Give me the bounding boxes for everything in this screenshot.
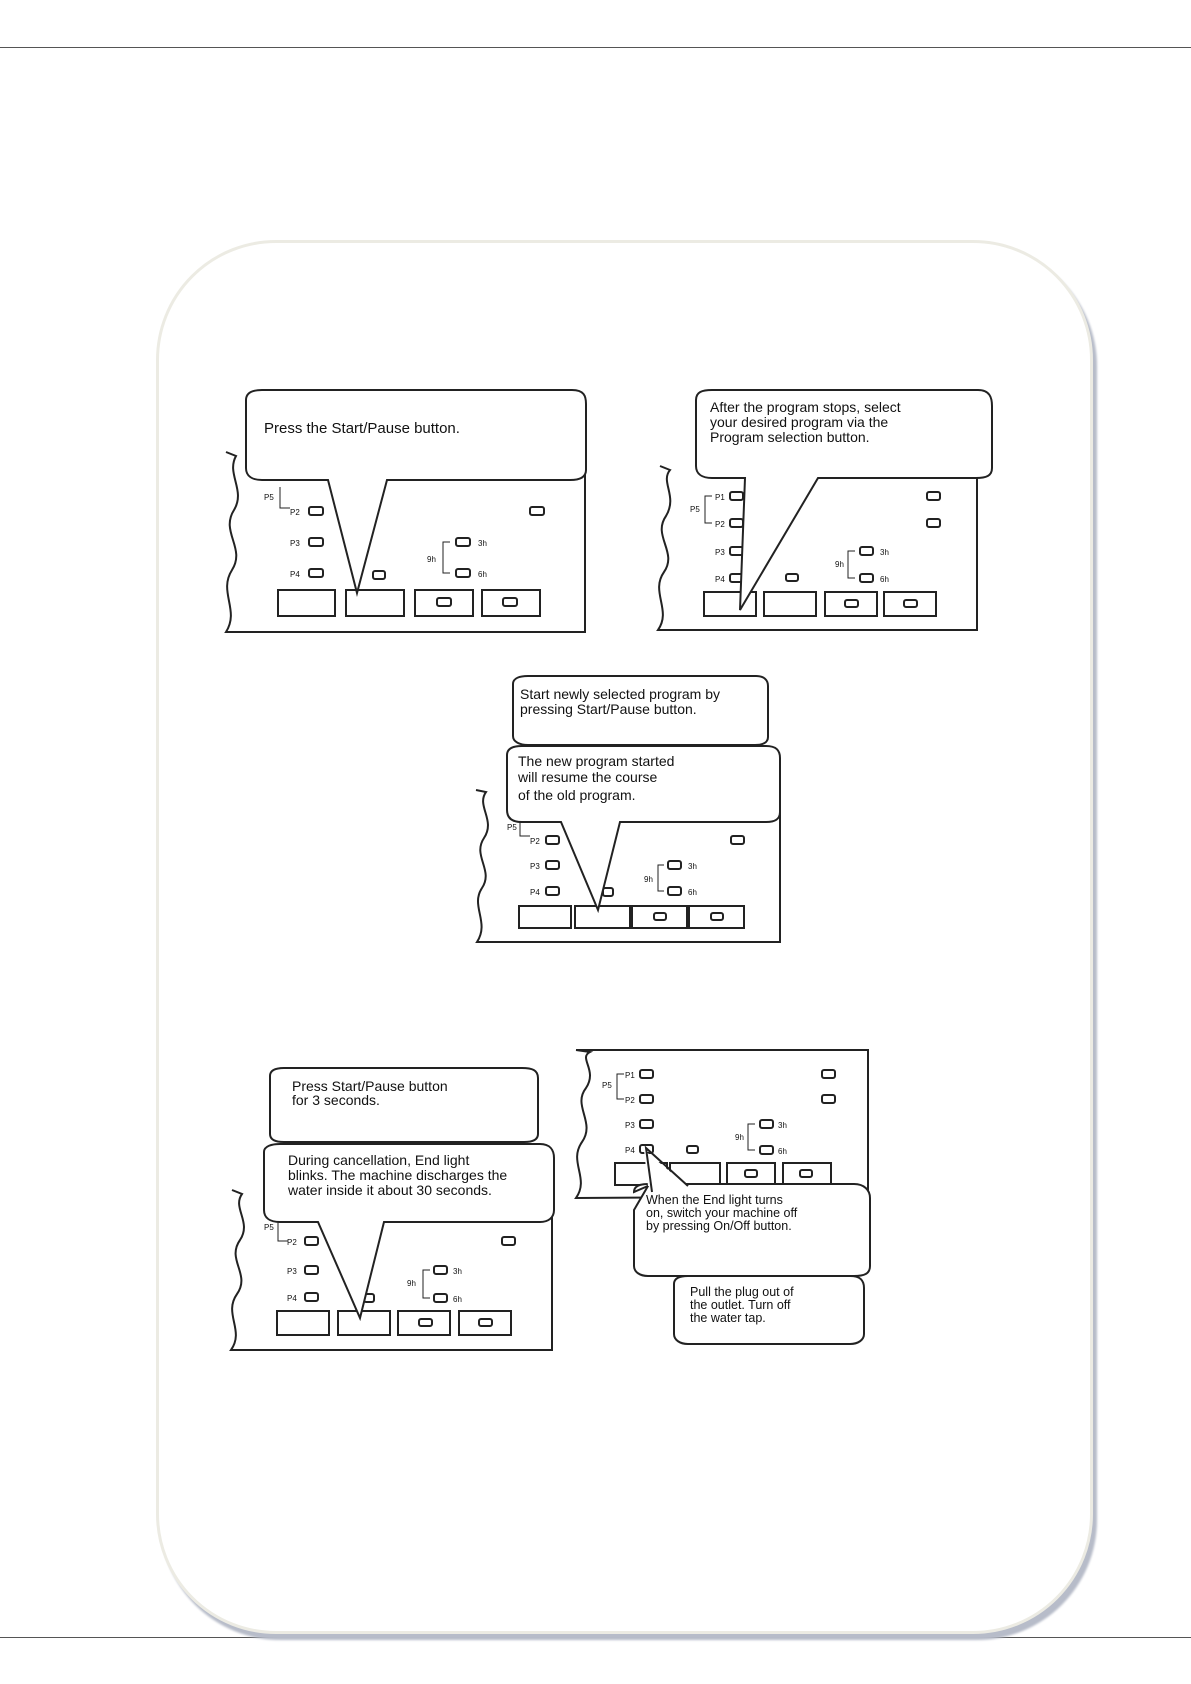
bubble-5-line-1: When the End light turns — [646, 1193, 783, 1207]
label-p1: P1 — [715, 493, 725, 502]
label-p3: P3 — [625, 1121, 635, 1130]
label-p4: P4 — [287, 1294, 297, 1303]
bubble-3-line-1: The new program started — [518, 753, 675, 769]
bubble-5-line-3: by pressing On/Off button. — [646, 1219, 792, 1233]
label-9h: 9h — [427, 555, 436, 564]
label-9h: 9h — [644, 875, 653, 884]
label-3h: 3h — [880, 548, 889, 557]
label-6h: 6h — [778, 1147, 787, 1156]
control-panel-5 — [576, 1050, 868, 1198]
label-9h: 9h — [407, 1279, 416, 1288]
label-p5: P5 — [264, 1223, 274, 1232]
label-p2: P2 — [287, 1238, 297, 1247]
label-6h: 6h — [453, 1295, 462, 1304]
label-p1: P1 — [625, 1071, 635, 1080]
label-p5: P5 — [507, 823, 517, 832]
label-p4: P4 — [625, 1146, 635, 1155]
label-6h: 6h — [880, 575, 889, 584]
bubble-5-bottom-line-1: Pull the plug out of — [690, 1285, 794, 1299]
label-3h: 3h — [688, 862, 697, 871]
bubble-4-line-1: During cancellation, End light — [288, 1152, 470, 1168]
bubble-5-line-2: on, switch your machine off — [646, 1206, 798, 1220]
bubble-4-line-3: water inside it about 30 seconds. — [288, 1182, 492, 1198]
label-p3: P3 — [287, 1267, 297, 1276]
label-p5: P5 — [264, 493, 274, 502]
bubble-2-line-1: After the program stops, select — [710, 399, 901, 415]
label-3h: 3h — [453, 1267, 462, 1276]
label-9h: 9h — [735, 1133, 744, 1142]
label-p3: P3 — [530, 862, 540, 871]
label-p5: P5 — [690, 505, 700, 514]
bubble-4-line-2: blinks. The machine discharges the — [288, 1167, 508, 1183]
bubble-4-top-line-2: for 3 seconds. — [292, 1092, 380, 1108]
label-6h: 6h — [688, 888, 697, 897]
bubble-3-line-2: will resume the course — [518, 769, 658, 785]
label-p2: P2 — [290, 508, 300, 517]
label-3h: 3h — [478, 539, 487, 548]
bubble-5-bottom-line-2: the outlet. Turn off — [690, 1298, 791, 1312]
label-9h: 9h — [835, 560, 844, 569]
label-p4: P4 — [715, 575, 725, 584]
bubble-1-line-1: Press the Start/Pause button. — [264, 420, 460, 437]
label-p2: P2 — [625, 1096, 635, 1105]
bubble-3-line-3: of the old program. — [518, 787, 636, 803]
control-panel-2 — [658, 466, 977, 630]
label-3h: 3h — [778, 1121, 787, 1130]
bubble-3-top-line-1: Start newly selected program by — [520, 686, 720, 702]
bubble-4-top-line-1: Press Start/Pause button — [292, 1078, 448, 1094]
bubble-2-line-3: Program selection button. — [710, 429, 870, 445]
label-p4: P4 — [290, 570, 300, 579]
label-p4: P4 — [530, 888, 540, 897]
bubble-2-line-2: your desired program via the — [710, 414, 889, 430]
bubble-3-top-line-2: pressing Start/Pause button. — [520, 701, 697, 717]
label-p3: P3 — [290, 539, 300, 548]
bubble-5-bottom-line-3: the water tap. — [690, 1311, 766, 1325]
label-p2: P2 — [715, 520, 725, 529]
label-p5: P5 — [602, 1081, 612, 1090]
label-6h: 6h — [478, 570, 487, 579]
label-p2: P2 — [530, 837, 540, 846]
label-p3: P3 — [715, 548, 725, 557]
